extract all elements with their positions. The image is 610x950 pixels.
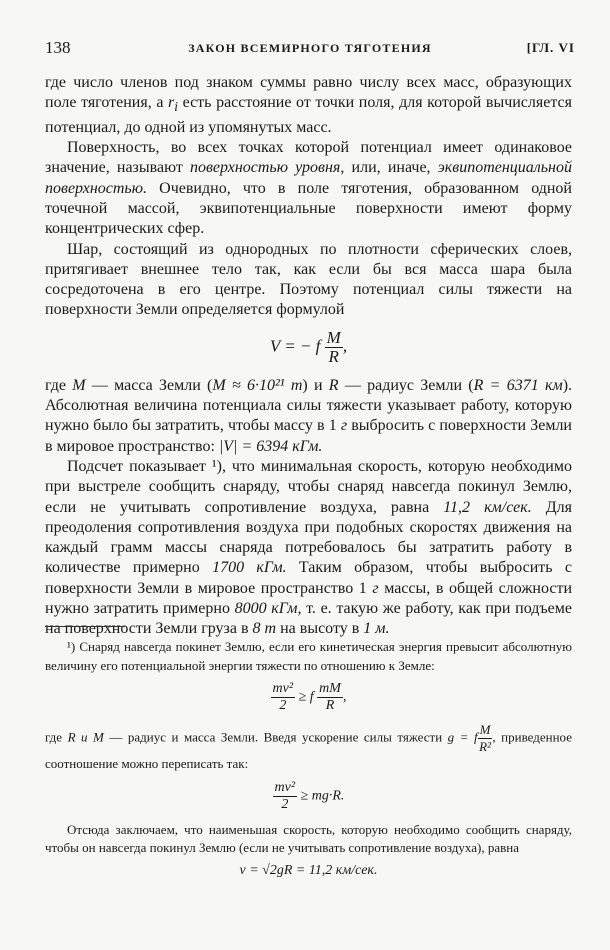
math-M: M bbox=[72, 376, 86, 394]
fraction-denominator: R bbox=[325, 698, 335, 713]
work-air: 1700 кГм. bbox=[212, 559, 287, 577]
text-run: где bbox=[45, 376, 73, 394]
potential-value: |V| = 6394 кГм. bbox=[218, 437, 323, 455]
text-run: , приведенное соотношение можно переписать так: bbox=[45, 729, 572, 771]
footnote-paragraph-3: Отсюда заключаем, что наименьшая скорость, которую необходимо сообщить снаряду, чтобы он навсегда покинул Землю (если не учитывать сопротивление воздуха), равна bbox=[45, 821, 572, 855]
text-run: — радиус Земли ( bbox=[338, 376, 474, 394]
unit-gram: г bbox=[372, 579, 379, 597]
fraction-mM-over-R bbox=[317, 681, 343, 714]
paragraph-3: Шар, состоящий из однородных по плотности сферических слоев, притягивает внешнее тело так, как если бы вся масса шара была сосредоточена в его центре. Поэтому потенциал силы тяжести на поверхности Земли определяется формулой bbox=[45, 240, 572, 319]
page-number: 138 bbox=[45, 38, 71, 57]
work-total: 8000 кГм, bbox=[234, 600, 302, 618]
unit-gram: г bbox=[340, 417, 348, 435]
formula-middle: ≥ f bbox=[295, 689, 318, 705]
math-g-def: g = f bbox=[447, 729, 478, 745]
fraction-mv2-over-2 bbox=[271, 681, 296, 714]
footnote-paragraph-2 bbox=[45, 722, 572, 774]
fraction-numerator: M bbox=[479, 722, 491, 737]
text-run: где bbox=[45, 729, 68, 745]
formula-tail: , bbox=[342, 689, 347, 705]
math-R-and-M: R и M bbox=[67, 729, 104, 745]
fraction-M-over-R bbox=[325, 329, 343, 366]
text-run: где число членов под знаком суммы равно числу всех масс, образующих поле тяготения, а bbox=[45, 74, 572, 112]
text-run: т. е. такую же работу, как при подъеме на поверхности Земли груза в bbox=[45, 600, 573, 638]
earth-radius-value: R = 6371 км bbox=[473, 376, 563, 394]
earth-mass-value: M ≈ 6·10²¹ т bbox=[212, 376, 303, 394]
footnote-formula-2 bbox=[45, 780, 572, 813]
footnote-paragraph-1: ¹) Снаряд навсегда покинет Землю, если его кинетическая энергия превысит абсолютную величину его потенциальной энергии тяжести по отношению к Земле: bbox=[45, 639, 572, 673]
load-mass: 8 т bbox=[252, 620, 277, 638]
formula-rhs: ≥ mg·R. bbox=[297, 788, 345, 804]
term-level-surface: поверхностью уровня bbox=[189, 159, 341, 177]
text-run: Подсчет показывает ¹), что минимальная скорость, которую необходимо при выстреле сообщить снаряду, чтобы снаряд навсегда покинул Землю, если не учитывать сопротивление воздуха, равна bbox=[45, 457, 572, 516]
formula-potential bbox=[45, 329, 572, 366]
footnote-formula-1 bbox=[45, 681, 572, 714]
text-run: , или, иначе, bbox=[340, 159, 438, 177]
running-header bbox=[45, 38, 575, 58]
math-r: r bbox=[168, 94, 175, 112]
text-run: Поверхность, во всех точках которой потенциал имеет одинаковое значение, называют bbox=[45, 139, 572, 177]
fraction-numerator: mv² bbox=[274, 779, 296, 795]
fraction-mv2-over-2 bbox=[273, 780, 298, 813]
fraction-denominator: 2 bbox=[281, 796, 289, 812]
text-run: Для преодоления сопротивления воздуха при подобных скоростях движения на каждый грамм массы снаряда потребовалось бы затратить работу в количестве примерно bbox=[45, 498, 572, 577]
text-run: выбросить с поверхности Земли в мировое пространство: bbox=[45, 417, 572, 455]
text-run: Очевидно, что в поле тяготения, образованном одной точечной массой, эквипотенциальные поверхности имеют форму концентрических сфер. bbox=[45, 179, 572, 238]
fraction-denominator: 2 bbox=[279, 698, 287, 713]
formula-tail: , bbox=[342, 336, 348, 356]
paragraph-1 bbox=[45, 73, 572, 138]
text-run: массы, в общей сложности нужно затратить примерно bbox=[45, 579, 573, 618]
fraction-numerator: M bbox=[326, 327, 341, 347]
term-equipotential-surface: эквипотенциальной поверхностью. bbox=[45, 159, 572, 197]
fraction-numerator: mv² bbox=[272, 681, 294, 696]
text-run: ) и bbox=[302, 376, 329, 394]
text-run: — радиус и масса Земли. Введя ускорение силы тяжести bbox=[103, 729, 448, 745]
paragraph-5 bbox=[45, 457, 572, 640]
running-title: ЗАКОН ВСЕМИРНОГО ТЯГОТЕНИЯ bbox=[188, 41, 432, 55]
lift-height: 1 м. bbox=[363, 620, 390, 638]
text-run: — масса Земли ( bbox=[85, 376, 213, 394]
text-run: Таким образом, чтобы выбросить с поверхности Земли в мировое пространство 1 bbox=[45, 559, 573, 597]
chapter-label: [ГЛ. VI bbox=[526, 40, 575, 55]
text-run: на высоту в bbox=[276, 620, 364, 638]
math-ri bbox=[168, 94, 178, 115]
footnote-rule bbox=[45, 626, 125, 627]
fraction-M-over-R2 bbox=[478, 722, 493, 755]
text-run: есть расстояние от точки поля, для которой вычисляется потенциал, до одной из упомянутых масс. bbox=[45, 94, 572, 136]
math-R: R bbox=[328, 376, 339, 394]
footnote bbox=[45, 638, 572, 888]
fraction-denominator: R² bbox=[479, 739, 491, 754]
main-text bbox=[45, 73, 572, 640]
fraction-denominator: R bbox=[328, 346, 339, 366]
fraction-numerator: mM bbox=[319, 681, 341, 696]
escape-velocity: 11,2 км/сек. bbox=[443, 498, 532, 516]
paragraph-2 bbox=[45, 138, 572, 239]
math-sub-i: i bbox=[174, 99, 178, 115]
footnote-formula-3: v = √2gR = 11,2 км/сек. bbox=[239, 862, 378, 878]
formula-lhs: V = − f bbox=[269, 336, 321, 356]
text-run: ). Абсолютная величина потенциала силы тяжести указывает работу, которую нужно было бы затратить, чтобы массу в 1 bbox=[45, 376, 573, 435]
paragraph-4 bbox=[45, 376, 572, 457]
